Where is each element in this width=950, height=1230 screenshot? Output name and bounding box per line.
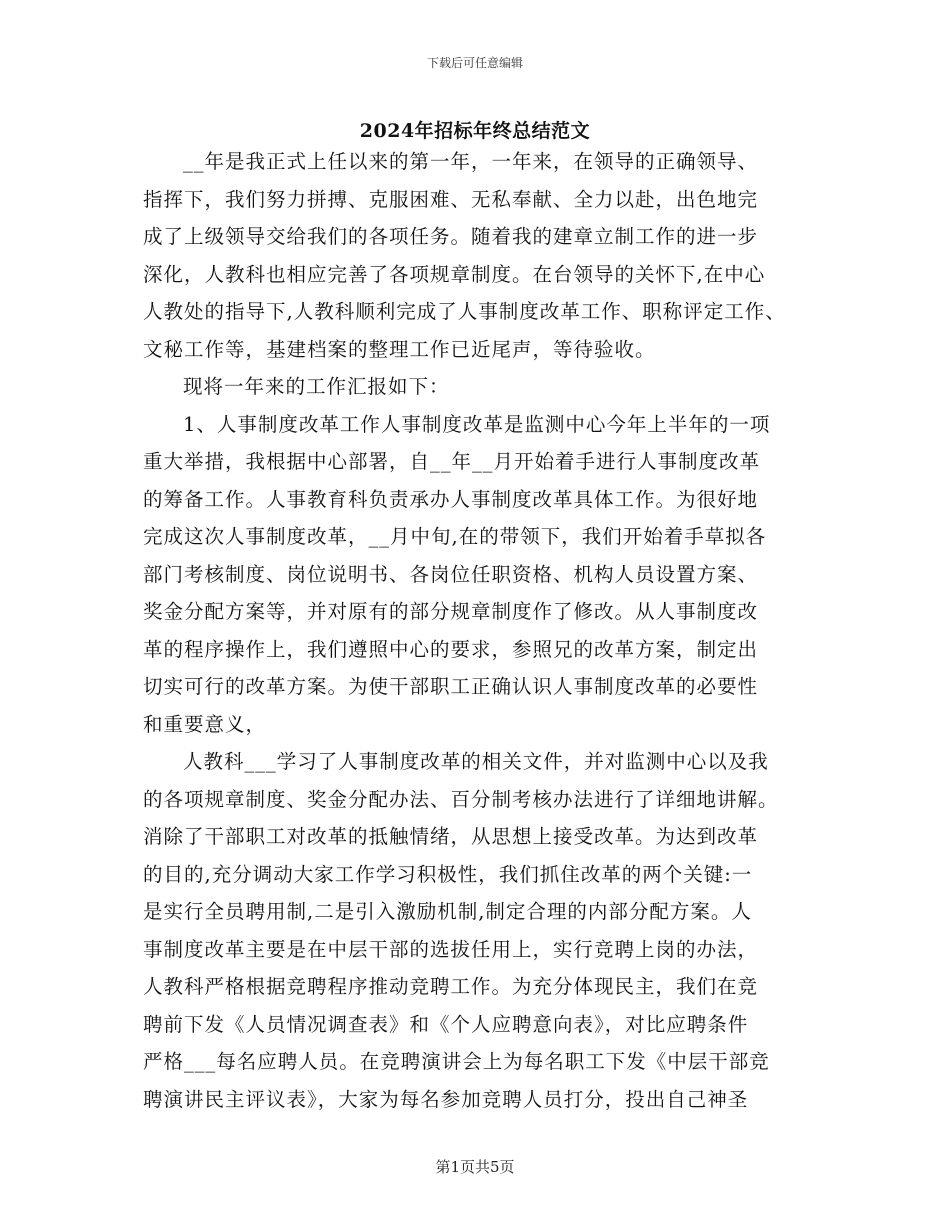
body-line: 聘演讲民主评议表》，大家为每名参加竞聘人员打分，投出自己神圣 xyxy=(143,1088,749,1111)
body-line: 革的程序操作上，我们遵照中心的要求，参照兄的改革方案，制定出 xyxy=(143,638,759,661)
body-line: 和重要意义， xyxy=(143,713,267,736)
body-line: 的筹备工作。人事教育科负责承办人事制度改革具体工作。为很好地 xyxy=(143,488,759,511)
body-line: 聘前下发《人员情况调查表》和《个人应聘意向表》，对比应聘条件 xyxy=(143,1013,749,1036)
body-line: 的目的,充分调动大家工作学习积极性，我们抓住改革的两个关键:一 xyxy=(143,863,753,886)
body-line: __年是我正式上任以来的第一年，一年来，在领导的正确领导、 xyxy=(183,150,759,173)
body-line: 人教科___学习了人事制度改革的相关文件，并对监测中心以及我 xyxy=(183,750,769,773)
body-line: 完成这次人事制度改革，__月中旬,在的带领下，我们开始着手草拟各 xyxy=(143,525,767,548)
body-line: 现将一年来的工作汇报如下： xyxy=(183,375,450,398)
body-line: 文秘工作等，基建档案的整理工作已近尾声，等待验收。 xyxy=(143,338,656,361)
body-line: 1、人事制度改革工作人事制度改革是监测中心今年上半年的一项 xyxy=(183,413,771,436)
header-note: 下载后可任意编辑 xyxy=(426,56,523,70)
body-line: 人教处的指导下,人教科顺利完成了人事制度改革工作、职称评定工作、 xyxy=(143,300,786,323)
document-title: 2024年招标年终总结范文 xyxy=(359,120,591,142)
body-line: 消除了干部职工对改革的抵触情绪，从思想上接受改革。为达到改革 xyxy=(143,825,759,848)
body-line: 奖金分配方案等，并对原有的部分规章制度作了修改。从人事制度改 xyxy=(143,600,759,623)
body-line: 深化，人教科也相应完善了各项规章制度。在台领导的关怀下,在中心 xyxy=(143,263,766,286)
body-line: 人教科严格根据竞聘程序推动竞聘工作。为充分体现民主，我们在竞 xyxy=(143,975,759,998)
body-line: 的各项规章制度、奖金分配办法、百分制考核办法进行了详细地讲解。 xyxy=(143,788,779,811)
body-line: 成了上级领导交给我们的各项任务。随着我的建章立制工作的进一步 xyxy=(143,225,759,248)
body-line: 严格___每名应聘人员。在竞聘演讲会上为每名职工下发《中层干部竞 xyxy=(143,1050,770,1073)
page-number: 第1页共5页 xyxy=(435,1158,515,1176)
body-line: 部门考核制度、岗位说明书、各岗位任职资格、机构人员设置方案、 xyxy=(143,563,759,586)
body-line: 事制度改革主要是在中层干部的选拔任用上，实行竞聘上岗的办法， xyxy=(143,938,759,961)
body-line: 重大举措，我根据中心部署，自__年__月开始着手进行人事制度改革 xyxy=(143,450,761,473)
body-line: 是实行全员聘用制,二是引入激励机制,制定合理的内部分配方案。人 xyxy=(143,900,752,923)
body-line: 切实可行的改革方案。为使干部职工正确认识人事制度改革的必要性 xyxy=(143,675,759,698)
body-line: 指挥下，我们努力拼搏、克服困难、无私奉献、全力以赴，出色地完 xyxy=(143,188,759,211)
